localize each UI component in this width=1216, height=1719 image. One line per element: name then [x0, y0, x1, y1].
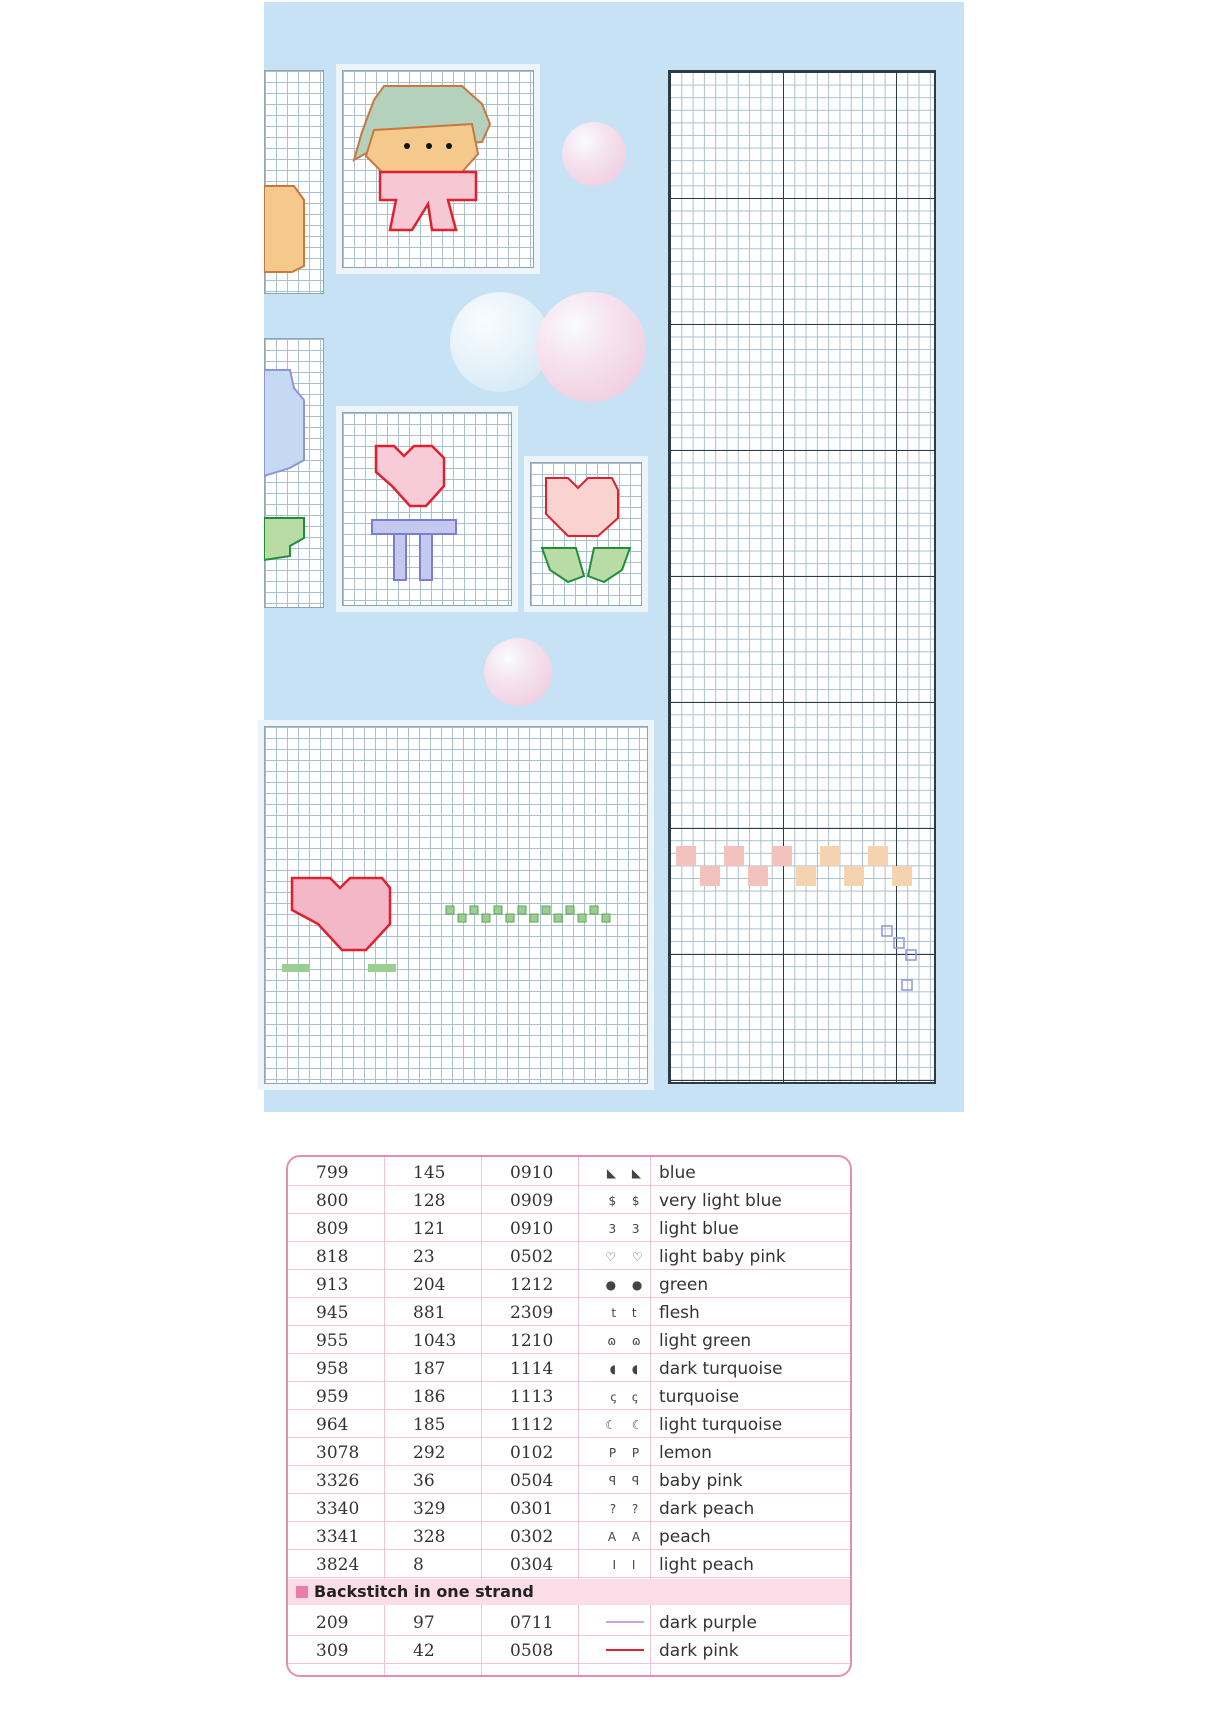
backstitch-header-label: Backstitch in one strand: [314, 1582, 534, 1601]
color-name: lemon: [659, 1443, 712, 1463]
anchor-number: 145: [413, 1163, 446, 1183]
dmc-number: 309: [316, 1641, 349, 1661]
madeira-number: 1112: [510, 1415, 554, 1435]
chart-symbol: ◣ ◣: [606, 1166, 648, 1180]
madeira-number: 0504: [510, 1471, 554, 1491]
color-name: light peach: [659, 1555, 754, 1575]
backstitch-header: [288, 1579, 850, 1605]
tulip-motif: [538, 470, 634, 596]
anchor-number: 328: [413, 1527, 446, 1547]
madeira-number: 1210: [510, 1331, 554, 1351]
madeira-number: 0301: [510, 1499, 554, 1519]
chart-symbol: P P: [608, 1446, 646, 1460]
madeira-number: 0909: [510, 1191, 554, 1211]
chart-symbol: ꞔ ꞔ: [610, 1390, 644, 1404]
anchor-number: 204: [413, 1275, 446, 1295]
dmc-number: 945: [316, 1303, 349, 1323]
color-key-row: [288, 1241, 850, 1270]
madeira-number: 0302: [510, 1527, 554, 1547]
backstitch-line-sample: [606, 1621, 644, 1623]
color-key-row: [288, 1213, 850, 1242]
chart-symbol: 3 3: [608, 1222, 646, 1236]
dmc-number: 818: [316, 1247, 349, 1267]
chart-symbol: ? ?: [609, 1502, 645, 1516]
chart-symbol: I I: [612, 1558, 642, 1572]
dmc-number: 3326: [316, 1471, 360, 1491]
bubble-decoration: [484, 638, 552, 706]
color-name: flesh: [659, 1303, 700, 1323]
dmc-number: 3824: [316, 1555, 360, 1575]
dmc-number: 3340: [316, 1499, 360, 1519]
anchor-number: 881: [413, 1303, 446, 1323]
bubble-decoration: [562, 122, 626, 186]
chart-symbol: ☾ ☾: [605, 1418, 649, 1432]
bubble-decoration: [536, 292, 646, 402]
dmc-number: 3341: [316, 1527, 360, 1547]
peach-border-motif: [676, 846, 932, 1006]
dmc-number: 913: [316, 1275, 349, 1295]
color-name: green: [659, 1275, 709, 1295]
chart-symbol: t t: [611, 1306, 643, 1320]
color-name: light blue: [659, 1219, 739, 1239]
heart-figure-motif: [352, 420, 502, 596]
color-name: blue: [659, 1163, 696, 1183]
color-name: very light blue: [659, 1191, 782, 1211]
color-key-row: [288, 1549, 850, 1578]
dmc-number: 955: [316, 1331, 349, 1351]
anchor-number: 1043: [413, 1331, 457, 1351]
color-key-table: [286, 1155, 852, 1677]
teddy-bear-motif: [352, 80, 524, 256]
madeira-number: 0508: [510, 1641, 554, 1661]
color-key-row: [288, 1437, 850, 1466]
color-key-row: [288, 1409, 850, 1438]
color-name: dark pink: [659, 1641, 739, 1661]
madeira-number: 0910: [510, 1219, 554, 1239]
color-key-row: [288, 1269, 850, 1298]
anchor-number: 292: [413, 1443, 446, 1463]
madeira-number: 1113: [510, 1387, 554, 1407]
chart-symbol: ◖ ◖: [609, 1362, 645, 1376]
chart-symbol: A A: [607, 1530, 647, 1544]
backstitch-line-sample: [606, 1649, 644, 1651]
madeira-number: 1212: [510, 1275, 554, 1295]
dmc-number: 958: [316, 1359, 349, 1379]
color-name: baby pink: [659, 1471, 743, 1491]
chart-symbol: ɷ ɷ: [607, 1334, 647, 1348]
backstitch-row: [288, 1607, 850, 1636]
backstitch-row: [288, 1635, 850, 1664]
color-name: dark peach: [659, 1499, 755, 1519]
dmc-number: 809: [316, 1219, 349, 1239]
anchor-number: 36: [413, 1471, 435, 1491]
anchor-number: 121: [413, 1219, 446, 1239]
color-key-row: [288, 1493, 850, 1522]
color-key-row: [288, 1297, 850, 1326]
madeira-number: 0910: [510, 1163, 554, 1183]
color-name: turquoise: [659, 1387, 740, 1407]
anchor-number: 185: [413, 1415, 446, 1435]
madeira-number: 1114: [510, 1359, 554, 1379]
anchor-number: 42: [413, 1641, 435, 1661]
dmc-number: 209: [316, 1613, 349, 1633]
dmc-number: 800: [316, 1191, 349, 1211]
madeira-number: 0102: [510, 1443, 554, 1463]
color-key-row: [288, 1381, 850, 1410]
backstitch-swatch: [296, 1586, 308, 1598]
color-key-row: [288, 1157, 850, 1186]
anchor-number: 128: [413, 1191, 446, 1211]
dmc-number: 964: [316, 1415, 349, 1435]
anchor-number: 329: [413, 1499, 446, 1519]
madeira-number: 0502: [510, 1247, 554, 1267]
anchor-number: 187: [413, 1359, 446, 1379]
chart-symbol: ♡ ♡: [605, 1250, 649, 1264]
dmc-number: 799: [316, 1163, 349, 1183]
anchor-number: 23: [413, 1247, 435, 1267]
color-name: peach: [659, 1527, 711, 1547]
color-key-row: [288, 1521, 850, 1550]
madeira-number: 0711: [510, 1613, 554, 1633]
color-key-row: [288, 1185, 850, 1214]
color-name: light turquoise: [659, 1415, 783, 1435]
anchor-number: 8: [413, 1555, 424, 1575]
dmc-number: 3078: [316, 1443, 360, 1463]
madeira-number: 0304: [510, 1555, 554, 1575]
color-name: light green: [659, 1331, 752, 1351]
anchor-number: 186: [413, 1387, 446, 1407]
heart-border-motif: [282, 870, 642, 980]
color-name: dark turquoise: [659, 1359, 783, 1379]
color-name: dark purple: [659, 1613, 757, 1633]
bubble-decoration: [450, 292, 550, 392]
chart-symbol: ● ●: [605, 1278, 649, 1292]
partial-motifs-left: [264, 180, 324, 600]
madeira-number: 2309: [510, 1303, 554, 1323]
dmc-number: 959: [316, 1387, 349, 1407]
color-name: light baby pink: [659, 1247, 786, 1267]
anchor-number: 97: [413, 1613, 435, 1633]
chart-symbol: ꟼ ꟼ: [608, 1474, 646, 1488]
chart-symbol: $ $: [608, 1194, 646, 1208]
color-key-row: [288, 1465, 850, 1494]
color-key-row: [288, 1353, 850, 1382]
color-key-row: [288, 1325, 850, 1354]
